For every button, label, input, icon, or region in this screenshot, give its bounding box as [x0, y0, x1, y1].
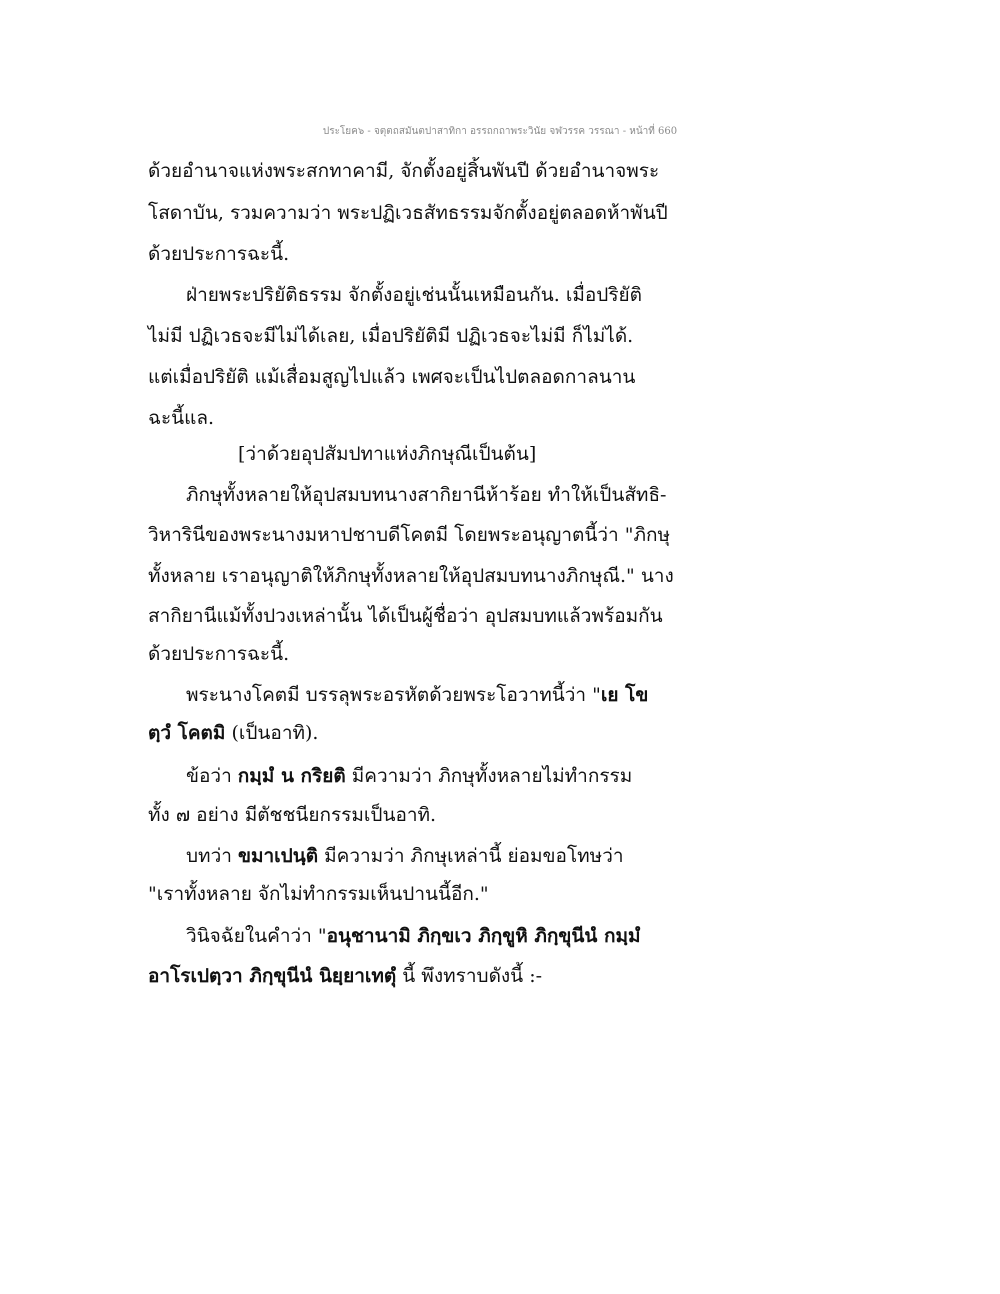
text-run: พระนางโคตมี บรรลุพระอรหัตด้วยพระโอวาทนี้ว่า " — [186, 684, 601, 706]
paragraph-line: ฝ่ายพระปริยัติธรรม จักตั้งอยู่เช่นนั้นเหมือนกัน. เมื่อปริยัติ — [186, 284, 643, 306]
paragraph-line: ฉะนี้แล. — [148, 407, 215, 429]
section-heading: [ว่าด้วยอุปสัมปทาแห่งภิกษุณีเป็นต้น] — [238, 443, 537, 465]
text-run: (เป็นอาทิ). — [225, 722, 319, 744]
pali-term: ตฺวํ โคตมิ — [148, 722, 226, 744]
paragraph-line: ทั้งหลาย เราอนุญาติให้ภิกษุทั้งหลายให้อุปสมบทนางภิกษุณี." นาง — [148, 565, 674, 587]
paragraph-line: ด้วยประการฉะนี้. — [148, 643, 290, 665]
text-run: ข้อว่า — [186, 765, 238, 787]
paragraph-line: สากิยานีแม้ทั้งปวงเหล่านั้น ได้เป็นผู้ชื่อว่า อุปสมบทแล้วพร้อมกัน — [148, 605, 663, 627]
text-run: นี้ พึงทราบดังนี้ :- — [396, 965, 543, 987]
paragraph-line: ด้วยอำนาจแห่งพระสกทาคามี, จักตั้งอยู่สิ้นพันปี ด้วยอำนาจพระ — [148, 160, 660, 182]
text-run: มีความว่า ภิกษุเหล่านี้ ย่อมขอโทษว่า — [318, 845, 624, 867]
text-run: บทว่า — [186, 845, 238, 867]
pali-term: เย โข — [600, 684, 649, 706]
paragraph-line: ภิกษุทั้งหลายให้อุปสมบทนางสากิยานีห้าร้อย ทำให้เป็นสัทธิ- — [186, 484, 667, 506]
paragraph-line: ทั้ง ๗ อย่าง มีตัชชนียกรรมเป็นอาทิ. — [148, 804, 437, 826]
text-run: มีความว่า ภิกษุทั้งหลายไม่ทำกรรม — [345, 765, 633, 787]
paragraph-line — [148, 720, 318, 746]
paragraph-line — [186, 843, 624, 869]
pali-term: อนุชานามิ ภิกฺขเว ภิกฺขูหิ ภิกฺขุนีนํ กมฺมํ — [326, 925, 641, 947]
paragraph-line — [148, 963, 542, 989]
paragraph-line: แต่เมื่อปริยัติ แม้เสื่อมสูญไปแล้ว เพศจะเป็นไปตลอดกาลนาน — [148, 366, 636, 388]
text-run: วินิจฉัยในคำว่า " — [186, 925, 327, 947]
running-header: ประโยค๖ - จตุตถสมันตปาสาทิกา อรรถกถาพระวินัย จฬวรรค วรรณา - หน้าที่ 660 — [322, 126, 678, 137]
paragraph-line: โสดาบัน, รวมความว่า พระปฏิเวธสัทธรรมจักตั้งอยู่ตลอดห้าพันปี — [148, 202, 668, 224]
paragraph-line: วิหารินีของพระนางมหาปชาบดีโคตมี โดยพระอนุญาตนี้ว่า "ภิกษุ — [148, 524, 671, 546]
paragraph-line — [186, 763, 632, 789]
pali-term: กมฺมํ น กริยติ — [237, 765, 346, 787]
pali-term: อาโรเปตฺวา ภิกฺขุนีนํ นิยฺยาเทตุํ — [148, 965, 397, 987]
pali-term: ขมาเปนฺติ — [237, 845, 319, 867]
paragraph-line — [186, 923, 641, 949]
paragraph-line: "เราทั้งหลาย จักไม่ทำกรรมเห็นปานนี้อีก." — [148, 883, 489, 905]
paragraph-line — [186, 682, 648, 708]
paragraph-line: ไม่มี ปฏิเวธจะมีไม่ได้เลย, เมื่อปริยัติมี ปฏิเวธจะไม่มี ก็ไม่ได้. — [148, 325, 634, 347]
paragraph-line: ด้วยประการฉะนี้. — [148, 243, 290, 265]
